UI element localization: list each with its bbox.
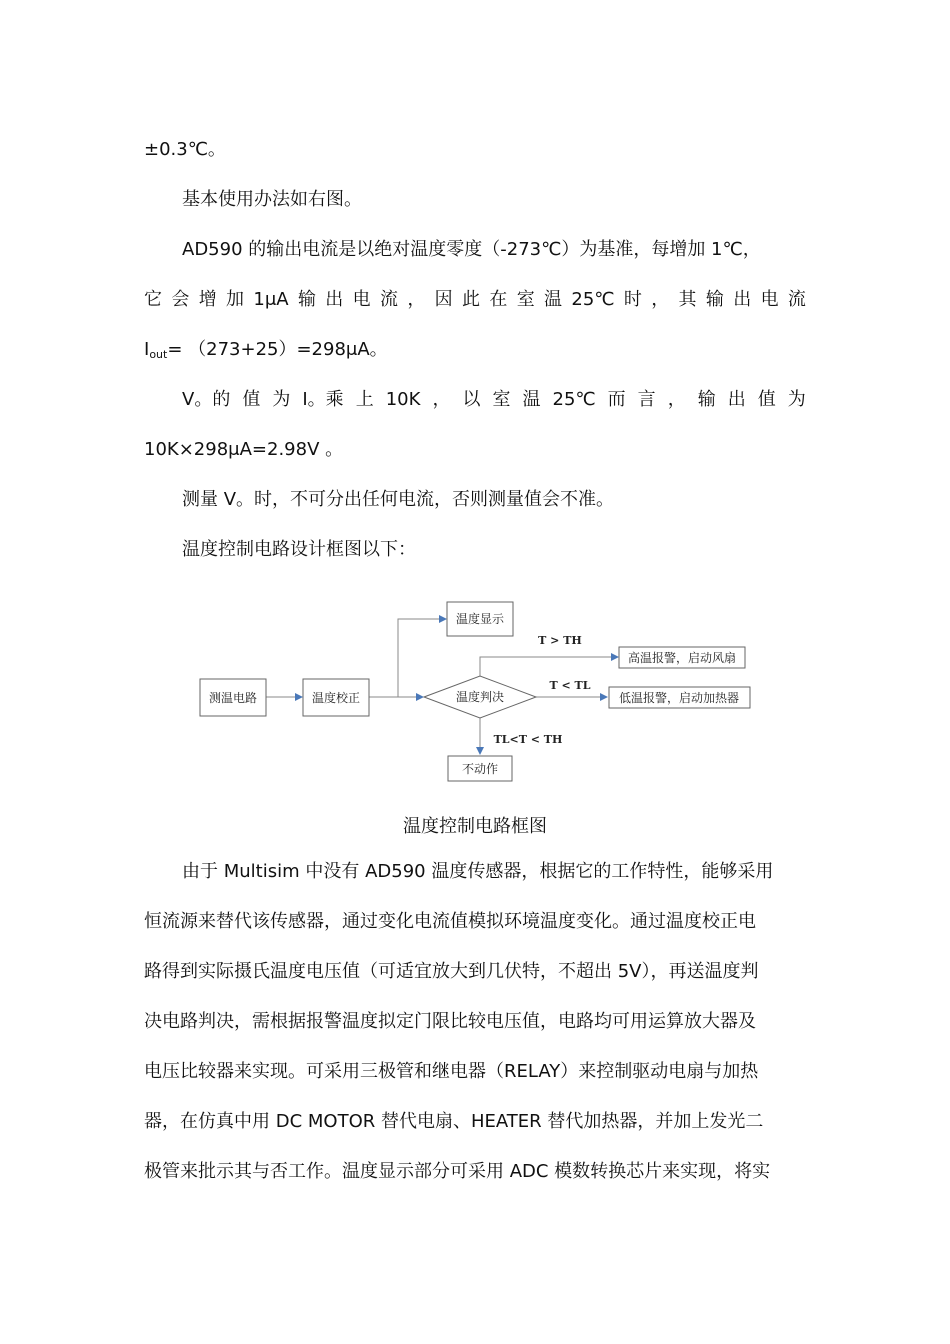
label-measure: 测温电路 <box>208 691 258 705</box>
word: 时 <box>623 289 642 310</box>
paragraph-accuracy: ±0.3℃。 <box>144 139 226 160</box>
word: 温 <box>544 289 563 310</box>
word: 电 <box>352 289 371 310</box>
label-high-alarm: 高温报警，启动风扇 <box>627 651 737 665</box>
word: 室 <box>516 289 535 310</box>
word: 25℃ <box>571 289 615 310</box>
word: 以 <box>462 389 481 410</box>
arrow-head <box>295 693 303 701</box>
word: 出 <box>733 289 752 310</box>
condition-mid: TL<T < TH <box>493 733 563 746</box>
word: 室 <box>492 389 511 410</box>
word: 输 <box>297 289 316 310</box>
word: 值 <box>757 389 776 410</box>
edge-to-display <box>398 619 440 697</box>
word: 为 <box>272 389 291 410</box>
arrow-head <box>600 693 608 701</box>
word: 电 <box>760 289 779 310</box>
condition-low: T < TL <box>549 679 591 692</box>
paragraph-measure-note: 测量 V。时，不可分出任何电流，否则测量值会不准。 <box>182 489 615 510</box>
body-line: 电压比较器来实现。可采用三极管和继电器（RELAY）来控制驱动电扇与加热 <box>144 1061 759 1082</box>
word: 值 <box>242 389 261 410</box>
figure-caption: 温度控制电路框图 <box>403 816 547 837</box>
arrow-head <box>611 653 619 661</box>
word: 增 <box>198 289 217 310</box>
paragraph-vo-line1 <box>182 388 806 412</box>
edge-to-high-alarm <box>480 657 612 677</box>
word: I。乘 <box>302 389 344 410</box>
body-line: 由于 Multisim 中没有 AD590 温度传感器，根据它的工作特性，能够采用 <box>182 861 774 882</box>
iout-equation: = （273+25）=298μA。 <box>167 339 388 360</box>
word: 言 <box>637 389 656 410</box>
body-line: 决电路判决，需根据报警温度拟定门限比较电压值，电路均可用运算放大器及 <box>144 1011 756 1032</box>
word: 加 <box>226 289 245 310</box>
word: 出 <box>727 389 746 410</box>
label-low-alarm: 低温报警，启动加热器 <box>618 691 740 705</box>
body-line: 路得到实际摄氏温度电压值（可适宜放大到几伏特，不超出 5V），再送温度判 <box>144 961 759 982</box>
paragraph-usage: 基本使用办法如右图。 <box>182 189 362 210</box>
word: 温 <box>522 389 541 410</box>
arrow-head <box>439 615 447 623</box>
word: 出 <box>325 289 344 310</box>
word: 因 <box>434 289 453 310</box>
label-calibrate: 温度校正 <box>311 691 361 705</box>
word: 输 <box>705 289 724 310</box>
word: 它 <box>144 289 162 310</box>
paragraph-ad590-line2 <box>144 288 806 312</box>
word: ， <box>407 289 426 310</box>
word: 其 <box>678 289 697 310</box>
word: 上 <box>355 389 374 410</box>
word: V。的 <box>182 389 231 410</box>
word: 在 <box>489 289 508 310</box>
word: 会 <box>171 289 190 310</box>
iout-symbol: I <box>144 339 150 360</box>
body-line: 器，在仿真中用 DC MOTOR 替代电扇、HEATER 替代加热器，并加上发光二 <box>144 1111 764 1132</box>
word: 10K <box>385 389 421 410</box>
word: 25℃ <box>552 389 596 410</box>
arrow-head <box>476 747 484 755</box>
word: 为 <box>787 389 806 410</box>
paragraph-vo-line2: 10K×298μA=2.98V 。 <box>144 439 344 460</box>
word: 输 <box>697 389 716 410</box>
iout-subscript: out <box>149 348 168 361</box>
body-line: 极管来批示其与否工作。温度显示部分可采用 ADC 模数转换芯片来实现，将实 <box>144 1161 771 1182</box>
paragraph-diagram-intro: 温度控制电路设计框图以下： <box>182 539 416 560</box>
body-line: 恒流源来替代该传感器，通过变化电流值模拟环境温度变化。通过温度校正电 <box>144 911 756 932</box>
word: ， <box>667 389 686 410</box>
word: 流 <box>787 289 806 310</box>
condition-high: T > TH <box>538 634 582 647</box>
word: 1μA <box>253 289 289 310</box>
label-display: 温度显示 <box>455 612 505 626</box>
label-judge: 温度判决 <box>455 690 505 704</box>
word: 此 <box>462 289 480 310</box>
paragraph-ad590-line3 <box>144 338 806 367</box>
word: 而 <box>607 389 626 410</box>
temperature-control-block-diagram <box>0 590 950 790</box>
paragraph-ad590-line1: AD590 的输出电流是以绝对温度零度（-273℃）为基准，每增加 1℃， <box>182 239 761 260</box>
word: ， <box>432 389 451 410</box>
word: 流 <box>379 289 398 310</box>
label-no-action: 不动作 <box>461 762 499 776</box>
word: ， <box>651 289 670 310</box>
